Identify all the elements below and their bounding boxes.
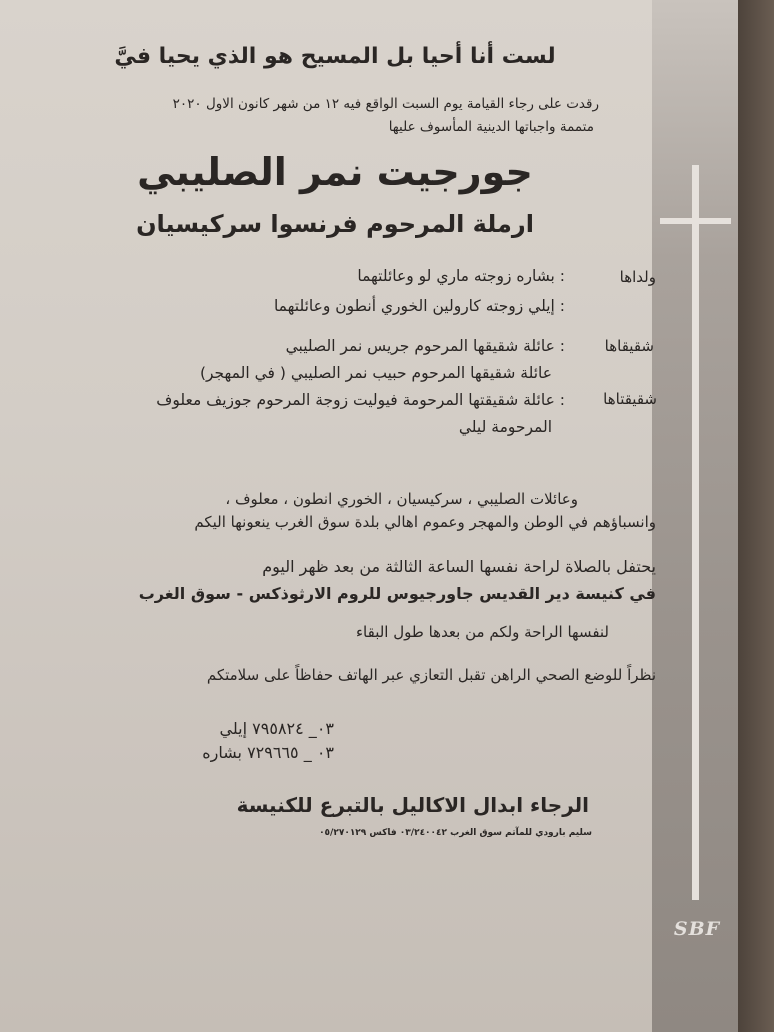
deceased-name: جورجيت نمر الصليبي: [137, 150, 533, 194]
rest-line: لنفسها الراحة ولكم من بعدها طول البقاء: [355, 623, 609, 641]
sister-2: المرحومة ليلي: [458, 418, 552, 436]
families-line-2: وانسباؤهم في الوطن والمهجر وعموم اهالي بلدة سوق الغرب ينعونها اليكم: [194, 513, 656, 531]
phone-eli: ٠٣_ ٧٩٥٨٢٤ إيلي: [219, 719, 334, 738]
background-edge: [738, 0, 774, 1032]
cross-icon-vertical: [692, 165, 699, 900]
header-verse: لست أنا أحيا بل المسيح هو الذي يحيا فيَّ: [114, 44, 556, 69]
child-2: : إيلي زوجته كارولين الخوري أنطون وعائلتهما: [273, 297, 565, 315]
death-line: رقدت على رجاء القيامة يوم السبت الواقع فيه ١٢ من شهر كانون الاول ٢٠٢٠: [172, 96, 599, 112]
sister-1: : عائلة شقيقتها المرحومة فيوليت زوجة المرحوم جوزيف معلوف: [156, 391, 565, 409]
prayer-line-2: في كنيسة دير القديس جاورجيوس للروم الارثوذكس - سوق الغرب: [138, 584, 656, 603]
rites-line: متممة واجباتها الدينية المأسوف عليها: [388, 119, 594, 135]
brother-2: عائلة شقيقها المرحوم حبيب نمر الصليبي ( في المهجر): [199, 364, 552, 382]
phone-bshara: ٠٣ _ ٧٢٩٦٦٥ بشاره: [202, 743, 334, 762]
child-1: : بشاره زوجته ماري لو وعائلتهما: [357, 267, 565, 285]
flowers-note: الرجاء ابدال الاكاليل بالتبرع للكنيسة: [236, 793, 589, 817]
sisters-label: شقيقتاها: [603, 390, 657, 408]
children-label: ولداها: [619, 268, 656, 286]
families-line-1: وعائلات الصليبي ، سركيسيان ، الخوري انطون ، معلوف ،: [225, 490, 578, 508]
prayer-line-1: يحتفل بالصلاة لراحة نفسها الساعة الثالثة من بعد ظهر اليوم: [262, 557, 656, 576]
brothers-label: شقيقاها: [604, 337, 654, 355]
printer-line: سليم بارودي للمآتم سوق الغرب ٠٣/٢٤٠٠٤٢ فاكس ٠٥/٢٧٠١٢٩: [319, 828, 592, 838]
covid-line: نظراً للوضع الصحي الراهن تقبل التعازي عبر الهاتف حفاظاً على سلامتكم: [206, 666, 656, 684]
brother-1: : عائلة شقيقها المرحوم جريس نمر الصليبي: [285, 337, 565, 355]
cross-icon-horizontal: [660, 218, 731, 224]
widow-of-line: ارملة المرحوم فرنسوا سركيسيان: [136, 210, 534, 238]
sbf-logo: SBF: [673, 918, 721, 940]
